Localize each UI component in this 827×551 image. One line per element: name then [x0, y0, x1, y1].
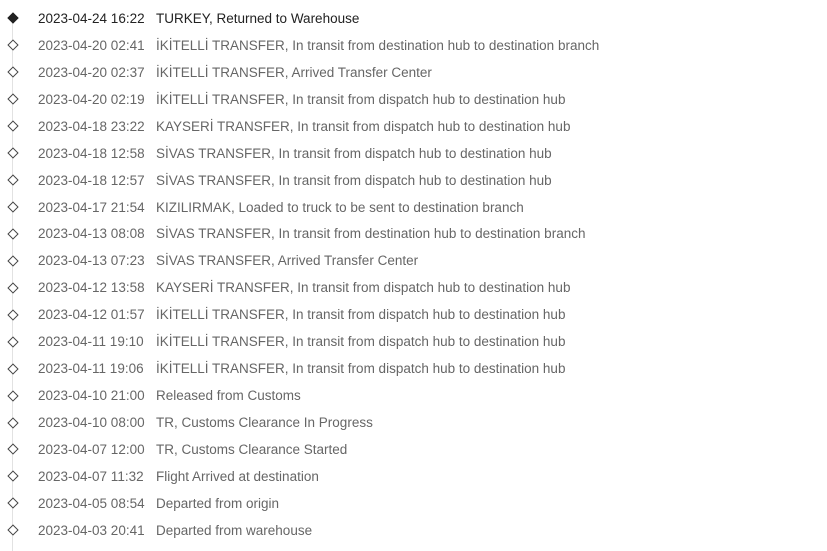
diamond-marker-icon	[7, 121, 18, 132]
event-time: 2023-04-11 19:06	[38, 361, 144, 377]
timeline-event	[0, 247, 827, 274]
diamond-marker-icon	[7, 336, 18, 347]
timeline-event	[0, 490, 827, 517]
timeline-event	[0, 32, 827, 59]
event-description: İKİTELLİ TRANSFER, Arrived Transfer Center	[156, 64, 432, 80]
event-description: TR, Customs Clearance Started	[156, 441, 348, 457]
event-time: 2023-04-18 23:22	[38, 118, 145, 134]
diamond-marker-icon	[7, 174, 18, 185]
diamond-marker-icon	[7, 309, 18, 320]
timeline-event	[0, 221, 827, 248]
diamond-marker-icon	[7, 201, 18, 212]
event-description: Released from Customs	[156, 388, 301, 404]
event-description: Departed from warehouse	[156, 522, 313, 538]
diamond-marker-icon	[7, 94, 18, 105]
event-time: 2023-04-18 12:58	[38, 145, 145, 161]
timeline-event	[0, 409, 827, 436]
event-description: KAYSERİ TRANSFER, In transit from dispatch hub to destination hub	[156, 280, 571, 296]
event-time: 2023-04-13 07:23	[38, 253, 145, 269]
event-description: İKİTELLİ TRANSFER, In transit from dispatch hub to destination hub	[156, 307, 566, 323]
timeline-event	[0, 274, 827, 301]
timeline-event	[0, 5, 827, 32]
event-time: 2023-04-13 08:08	[38, 226, 145, 242]
event-time: 2023-04-20 02:41	[38, 37, 145, 53]
event-description: KIZILIRMAK, Loaded to truck to be sent to destination branch	[156, 199, 524, 215]
event-time: 2023-04-03 20:41	[38, 522, 145, 538]
diamond-marker-icon	[7, 444, 18, 455]
event-time: 2023-04-11 19:10	[38, 334, 144, 350]
event-description: Flight Arrived at destination	[156, 468, 319, 484]
event-time: 2023-04-17 21:54	[38, 199, 145, 215]
timeline-event	[0, 355, 827, 382]
event-description: SİVAS TRANSFER, Arrived Transfer Center	[156, 253, 419, 269]
event-time: 2023-04-10 21:00	[38, 388, 145, 404]
event-description: SİVAS TRANSFER, In transit from dispatch hub to destination hub	[156, 145, 552, 161]
timeline-event	[0, 140, 827, 167]
diamond-marker-icon	[7, 471, 18, 482]
event-description: İKİTELLİ TRANSFER, In transit from dispatch hub to destination hub	[156, 361, 566, 377]
diamond-marker-icon	[7, 67, 18, 78]
diamond-marker-icon	[7, 13, 18, 24]
event-description: İKİTELLİ TRANSFER, In transit from dispatch hub to destination hub	[156, 91, 566, 107]
timeline-event	[0, 517, 827, 544]
diamond-marker-icon	[7, 525, 18, 536]
event-description: Departed from origin	[156, 495, 280, 511]
timeline-event	[0, 463, 827, 490]
event-time: 2023-04-07 12:00	[38, 441, 145, 457]
timeline-event	[0, 382, 827, 409]
event-list	[0, 5, 827, 544]
event-time: 2023-04-24 16:22	[38, 10, 145, 26]
event-time: 2023-04-10 08:00	[38, 415, 145, 431]
diamond-marker-icon	[7, 40, 18, 51]
event-description: İKİTELLİ TRANSFER, In transit from destination hub to destination branch	[156, 37, 600, 53]
timeline-event	[0, 59, 827, 86]
diamond-marker-icon	[7, 255, 18, 266]
event-time: 2023-04-20 02:19	[38, 91, 145, 107]
diamond-marker-icon	[7, 363, 18, 374]
event-time: 2023-04-12 01:57	[38, 307, 145, 323]
diamond-marker-icon	[7, 147, 18, 158]
event-description: KAYSERİ TRANSFER, In transit from dispatch hub to destination hub	[156, 118, 571, 134]
event-time: 2023-04-20 02:37	[38, 64, 145, 80]
timeline-event	[0, 328, 827, 355]
event-time: 2023-04-12 13:58	[38, 280, 145, 296]
timeline-event	[0, 113, 827, 140]
event-description: TR, Customs Clearance In Progress	[156, 415, 373, 431]
timeline-event	[0, 86, 827, 113]
event-description: İKİTELLİ TRANSFER, In transit from dispatch hub to destination hub	[156, 334, 566, 350]
event-time: 2023-04-05 08:54	[38, 495, 145, 511]
diamond-marker-icon	[7, 390, 18, 401]
timeline-event	[0, 194, 827, 221]
diamond-marker-icon	[7, 228, 18, 239]
event-description: SİVAS TRANSFER, In transit from dispatch hub to destination hub	[156, 172, 552, 188]
diamond-marker-icon	[7, 498, 18, 509]
event-description: TURKEY, Returned to Warehouse	[156, 10, 360, 26]
diamond-marker-icon	[7, 282, 18, 293]
timeline-event	[0, 167, 827, 194]
timeline-event	[0, 436, 827, 463]
diamond-marker-icon	[7, 417, 18, 428]
event-description: SİVAS TRANSFER, In transit from destination hub to destination branch	[156, 226, 586, 242]
event-time: 2023-04-18 12:57	[38, 172, 145, 188]
event-time: 2023-04-07 11:32	[38, 468, 144, 484]
tracking-timeline	[0, 5, 827, 544]
timeline-event	[0, 301, 827, 328]
